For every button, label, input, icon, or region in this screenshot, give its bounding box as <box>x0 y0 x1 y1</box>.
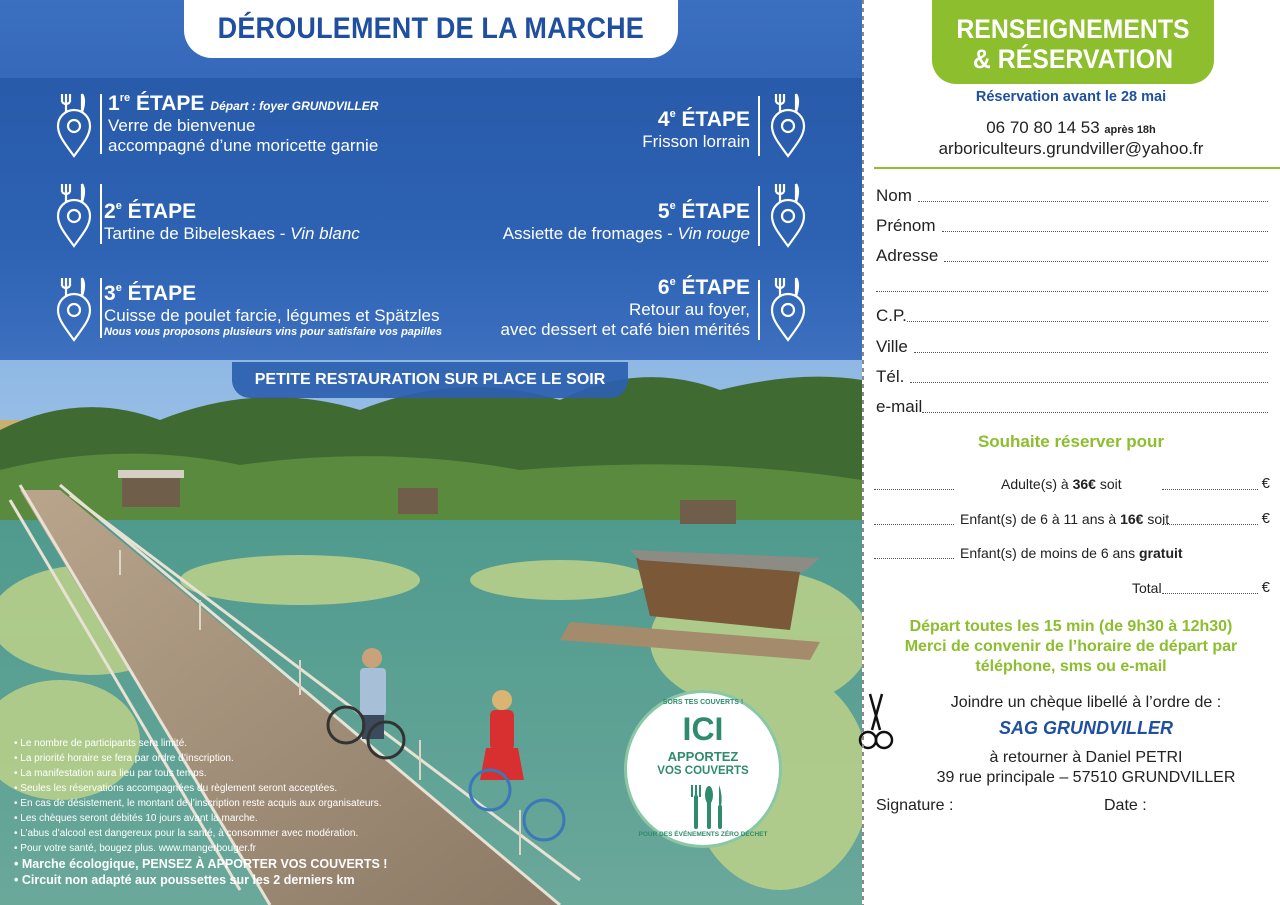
separator <box>758 280 760 340</box>
reservation-title-line2: & RÉSERVATION <box>972 44 1174 74</box>
departure-line: Merci de convenir de l’horaire de départ par <box>904 638 1238 655</box>
fill-line[interactable] <box>1162 489 1258 490</box>
rule-item: • La priorité horaire se fera par ordre d’inscription. <box>14 751 387 766</box>
euro-sign: € <box>1261 510 1270 527</box>
stage-heading: 5e ÉTAPE <box>657 200 750 223</box>
stage-heading: 1re ÉTAPE Départ : foyer GRUNDVILLER <box>108 92 379 115</box>
reservation-panel <box>862 0 1280 905</box>
separator <box>100 94 102 154</box>
cutlery-pin-icon <box>770 276 806 342</box>
form-row-ville[interactable] <box>876 337 1268 357</box>
form-row-adresse[interactable] <box>876 246 1268 266</box>
separator <box>758 186 760 246</box>
price-row-total[interactable] <box>874 578 1270 596</box>
badge-top-text: SORS TES COUVERTS ! <box>662 699 744 706</box>
address-line: à retourner à Daniel PETRI <box>989 749 1183 766</box>
stage-line: Cuisse de poulet farcie, légumes et Spätzles <box>104 306 440 325</box>
price-label: Enfant(s) de 6 à 11 ans à 16€ soit <box>960 511 1170 527</box>
cheque-payee: SAG GRUNDVILLER <box>998 718 1173 738</box>
field-label: Adresse <box>876 246 939 265</box>
field-label: Tél. <box>876 367 905 386</box>
badge-bottom-text: POUR DES ÉVÉNEMENTS ZÉRO DÉCHET <box>638 831 768 838</box>
rule-item: • Seules les réservations accompagnées du règlement seront acceptées. <box>14 781 387 796</box>
stage-line: avec dessert et café bien mérités <box>500 320 750 339</box>
cutlery-pin-icon <box>770 182 806 248</box>
price-label: Enfant(s) de moins de 6 ans gratuit <box>960 545 1183 561</box>
fill-line[interactable] <box>910 382 1268 383</box>
reserve-for-heading: Souhaite réserver pour <box>977 432 1165 451</box>
cutlery-pin-icon <box>56 92 92 158</box>
phone-line <box>862 118 1280 138</box>
rule-item-bold: • Marche écologique, PENSEZ À APPORTER VOS COUVERTS ! <box>14 856 387 872</box>
price-row-child[interactable] <box>874 509 1270 527</box>
reservation-title-line1: RENSEIGNEMENTS <box>956 14 1190 44</box>
signature-label[interactable]: Signature : <box>876 797 954 814</box>
phone-number: 06 70 80 14 53 <box>986 118 1100 137</box>
date-label[interactable]: Date : <box>1104 797 1147 814</box>
badge-big-text: ICI <box>682 711 724 747</box>
rule-item: • Pour votre santé, bougez plus. www.mangerbouger.fr <box>14 841 387 856</box>
cutlery-icon <box>685 785 725 829</box>
fill-line[interactable] <box>874 558 954 559</box>
email-address: arboriculteurs.grundviller@yahoo.fr <box>938 139 1204 158</box>
form-row-email[interactable] <box>876 397 1268 417</box>
cutlery-pin-icon <box>770 92 806 158</box>
reservation-deadline: Réservation avant le 28 mai <box>975 89 1167 105</box>
fill-line[interactable] <box>907 321 1268 322</box>
separator <box>758 96 760 156</box>
form-row-prenom[interactable] <box>876 216 1268 236</box>
cutlery-pin-icon <box>56 182 92 248</box>
restauration-banner: PETITE RESTAURATION SUR PLACE LE SOIR <box>232 362 628 398</box>
address-line: 39 rue principale – 57510 GRUNDVILLER <box>936 769 1236 786</box>
fill-line[interactable] <box>874 489 954 490</box>
departure-info <box>862 617 1280 677</box>
fill-line[interactable] <box>1162 593 1258 594</box>
separator <box>100 278 102 338</box>
price-label: Total <box>1132 580 1162 596</box>
fill-line[interactable] <box>942 231 1268 232</box>
stage-line: Tartine de Bibeleskaes - Vin blanc <box>104 224 360 243</box>
euro-sign: € <box>1261 475 1270 492</box>
field-label: Prénom <box>876 216 936 235</box>
form-row-cp[interactable] <box>876 306 1268 326</box>
rule-item: • Les chèques seront débités 10 jours avant la marche. <box>14 811 387 826</box>
walk-title-tab <box>184 0 678 58</box>
divider <box>874 167 1280 169</box>
bring-cutlery-badge <box>624 690 782 848</box>
return-address <box>862 748 1280 788</box>
stage-6 <box>406 274 806 354</box>
fill-line[interactable] <box>944 261 1268 262</box>
field-label: Nom <box>876 186 912 205</box>
field-label: Ville <box>876 337 908 356</box>
fill-line[interactable] <box>874 524 954 525</box>
form-row-adresse-2[interactable] <box>876 276 1268 296</box>
walk-title: DÉROULEMENT DE LA MARCHE <box>217 12 645 45</box>
stage-heading: 4e ÉTAPE <box>657 108 750 131</box>
fold-line <box>862 0 864 905</box>
departure-line: téléphone, sms ou e-mail <box>975 658 1167 675</box>
stage-4 <box>506 90 806 170</box>
euro-sign: € <box>1261 579 1270 596</box>
stage-line: accompagné d’une moricette garnie <box>108 136 379 155</box>
stage-line: Assiette de fromages - Vin rouge <box>502 224 750 243</box>
fill-line[interactable] <box>1162 524 1258 525</box>
stage-line: Verre de bienvenue <box>108 116 256 135</box>
departure-line: Départ toutes les 15 min (de 9h30 à 12h30) <box>909 618 1233 635</box>
stage-5 <box>406 180 806 260</box>
price-row-adult[interactable] <box>874 474 1270 492</box>
phone-note: après 18h <box>1104 124 1156 136</box>
stage-departure: Départ : foyer GRUNDVILLER <box>210 99 379 113</box>
reservation-title-tab <box>932 0 1214 84</box>
stage-heading: 6e ÉTAPE <box>657 276 750 299</box>
cutlery-pin-icon <box>56 276 92 342</box>
fill-line[interactable] <box>922 412 1268 413</box>
form-row-nom[interactable] <box>876 186 1268 206</box>
stage-note: Nous vous proposons plusieurs vins pour satisfaire vos papilles <box>104 326 443 338</box>
stage-heading: 2e ÉTAPE <box>104 200 197 223</box>
rule-item-bold: • Circuit non adapté aux poussettes sur les 2 derniers km <box>14 872 387 888</box>
stage-line: Retour au foyer, <box>629 300 750 319</box>
fill-line[interactable] <box>914 352 1268 353</box>
rule-item: • Le nombre de participants sera limité. <box>14 736 387 751</box>
rule-item: • L’abus d’alcool est dangereux pour la santé, à consommer avec modération. <box>14 826 387 841</box>
field-label: C.P. <box>876 306 907 325</box>
separator <box>100 184 102 244</box>
cheque-instruction: Joindre un chèque libellé à l’ordre de : <box>950 694 1222 711</box>
rule-item: • La manifestation aura lieu par tous temps. <box>14 766 387 781</box>
badge-line1: APPORTEZ <box>667 749 739 764</box>
stage-line: Frisson lorrain <box>642 132 750 151</box>
fill-line[interactable] <box>876 291 1268 292</box>
field-label: e-mail <box>876 397 923 416</box>
form-row-tel[interactable] <box>876 367 1268 387</box>
fill-line[interactable] <box>918 201 1268 202</box>
badge-line2: VOS COUVERTS <box>657 765 749 777</box>
rule-item: • En cas de désistement, le montant de l’inscription reste acquis aux organisateurs. <box>14 796 387 811</box>
stage-heading: 3e ÉTAPE <box>104 282 197 305</box>
rules-list <box>14 736 387 888</box>
price-row-under6[interactable] <box>874 543 1270 561</box>
price-label: Adulte(s) à 36€ soit <box>1001 476 1122 492</box>
